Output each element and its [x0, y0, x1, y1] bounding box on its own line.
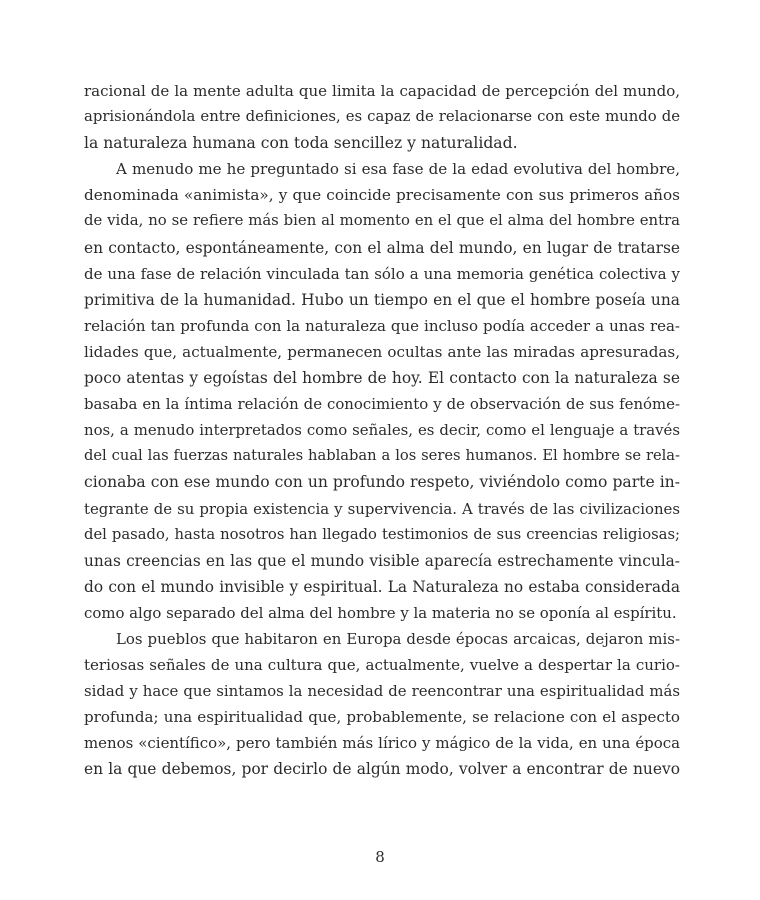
- text-line: en contacto, espontáneamente, con el alma del mundo, en lugar de tratarse: [84, 238, 680, 257]
- text-line: tegrante de su propia existencia y supervivencia. A través de las civilizaciones: [84, 499, 680, 518]
- paragraph-3: [84, 626, 680, 783]
- text-line: profunda; una espiritualidad que, probablemente, se relacione con el aspecto: [84, 708, 680, 727]
- paragraph-2: [84, 156, 680, 626]
- text-line: aprisionándola entre definiciones, es capaz de relacionarse con este mundo de: [84, 108, 680, 126]
- page-number: 8: [375, 848, 385, 866]
- text-line: A menudo me he preguntado si esa fase de la edad evolutiva del hombre,: [116, 160, 680, 179]
- text-line: Los pueblos que habitaron en Europa desde épocas arcaicas, dejaron mis-: [116, 629, 680, 648]
- text-line: de una fase de relación vinculada tan sólo a una memoria genética colectiva y: [84, 264, 680, 283]
- paragraph-1: [84, 78, 680, 156]
- text-line: nos, a menudo interpretados como señales, es decir, como el lenguaje a través: [84, 421, 680, 440]
- text-line: la naturaleza humana con toda sencillez y naturalidad.: [84, 134, 518, 153]
- text-line: teriosas señales de una cultura que, actualmente, vuelve a despertar la curio-: [84, 656, 680, 675]
- text-line: en la que debemos, por decirlo de algún modo, volver a encontrar de nuevo: [84, 760, 680, 779]
- body-text: [84, 78, 680, 783]
- text-line: poco atentas y egoístas del hombre de hoy. El contacto con la naturaleza se: [84, 369, 680, 388]
- text-line: sidad y hace que sintamos la necesidad de reencontrar una espiritualidad más: [84, 682, 680, 701]
- text-line: lidades que, actualmente, permanecen ocultas ante las miradas apresuradas,: [84, 342, 680, 361]
- text-line: como algo separado del alma del hombre y la materia no se oponía al espíritu.: [84, 603, 677, 622]
- text-line: del pasado, hasta nosotros han llegado testimonios de sus creencias religiosas;: [84, 525, 680, 543]
- text-line: basaba en la íntima relación de conocimiento y de observación de sus fenóme-: [84, 395, 680, 414]
- text-line: do con el mundo invisible y espiritual. La Naturaleza no estaba considerada: [84, 577, 680, 596]
- text-line: unas creencias en las que el mundo visible aparecía estrechamente vincula-: [84, 551, 680, 570]
- text-line: de vida, no se refiere más bien al momento en el que el alma del hombre entra: [84, 212, 680, 230]
- text-line: relación tan profunda con la naturaleza que incluso podía acceder a unas rea-: [84, 316, 680, 335]
- text-line: cionaba con ese mundo con un profundo respeto, viviéndolo como parte in-: [84, 473, 680, 492]
- text-line: primitiva de la humanidad. Hubo un tiempo en el que el hombre poseía una: [84, 290, 680, 309]
- text-line: menos «científico», pero también más lírico y mágico de la vida, en una época: [84, 734, 680, 753]
- text-line: del cual las fuerzas naturales hablaban a los seres humanos. El hombre se rela-: [84, 447, 680, 465]
- text-line: racional de la mente adulta que limita la capacidad de percepción del mundo,: [84, 82, 680, 100]
- text-line: denominada «animista», y que coincide precisamente con sus primeros años: [84, 186, 680, 205]
